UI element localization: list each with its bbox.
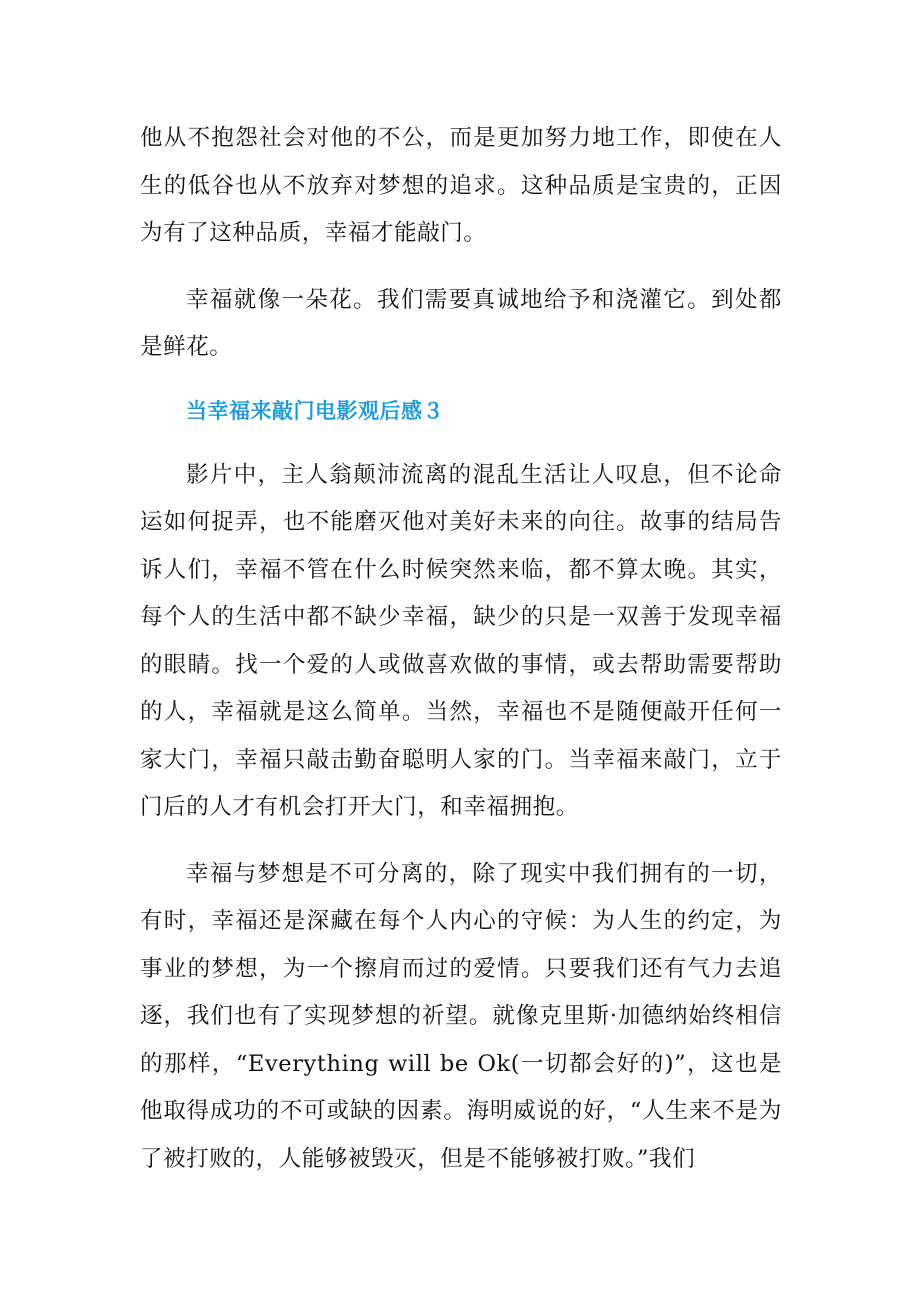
section-heading: 当幸福来敲门电影观后感３: [186, 398, 444, 423]
paragraph-3: 影片中，主人翁颠沛流离的混乱生活让人叹息，但不论命运如何捉弄，也不能磨灭他对美好未来的向往。故事的结局告诉人们，幸福不管在什么时候突然来临，都不算太晚。其实，每个人的生活中都不缺少幸福，缺少的只是一双善于发现幸福的眼睛。找一个爱的人或做喜欢做的事情，或去帮助需要帮助的人，幸福就是这么简单。当然，幸福也不是随便敲开任何一家大门，幸福只敲击勤奋聪明人家的门。当幸福来敲门，立于门后的人才有机会打开大门，和幸福拥抱。: [140, 461, 782, 820]
document-page: [140, 115, 782, 1202]
paragraph-1: 他从不抱怨社会对他的不公，而是更加努力地工作，即使在人生的低谷也从不放弃对梦想的追求。这种品质是宝贵的，正因为有了这种品质，幸福才能敲门。: [140, 125, 782, 246]
paragraph-2: 幸福就像一朵花。我们需要真诚地给予和浇灌它。到处都是鲜花。: [140, 286, 782, 360]
paragraph-4: 幸福与梦想是不可分离的，除了现实中我们拥有的一切，有时，幸福还是深藏在每个人内心的守候：为人生的约定，为事业的梦想，为一个擦肩而过的爱情。只要我们还有气力去追逐，我们也有了实现梦想的祈望。就像克里斯·加德纳始终相信的那样，“Everything will be Ok(一切都会好的)”，这也是他取得成功的不可或缺的因素。海明威说的好，“人生来不是为了被打败的，人能够被毁灭，但是不能够被打败。”我们: [140, 860, 782, 1172]
